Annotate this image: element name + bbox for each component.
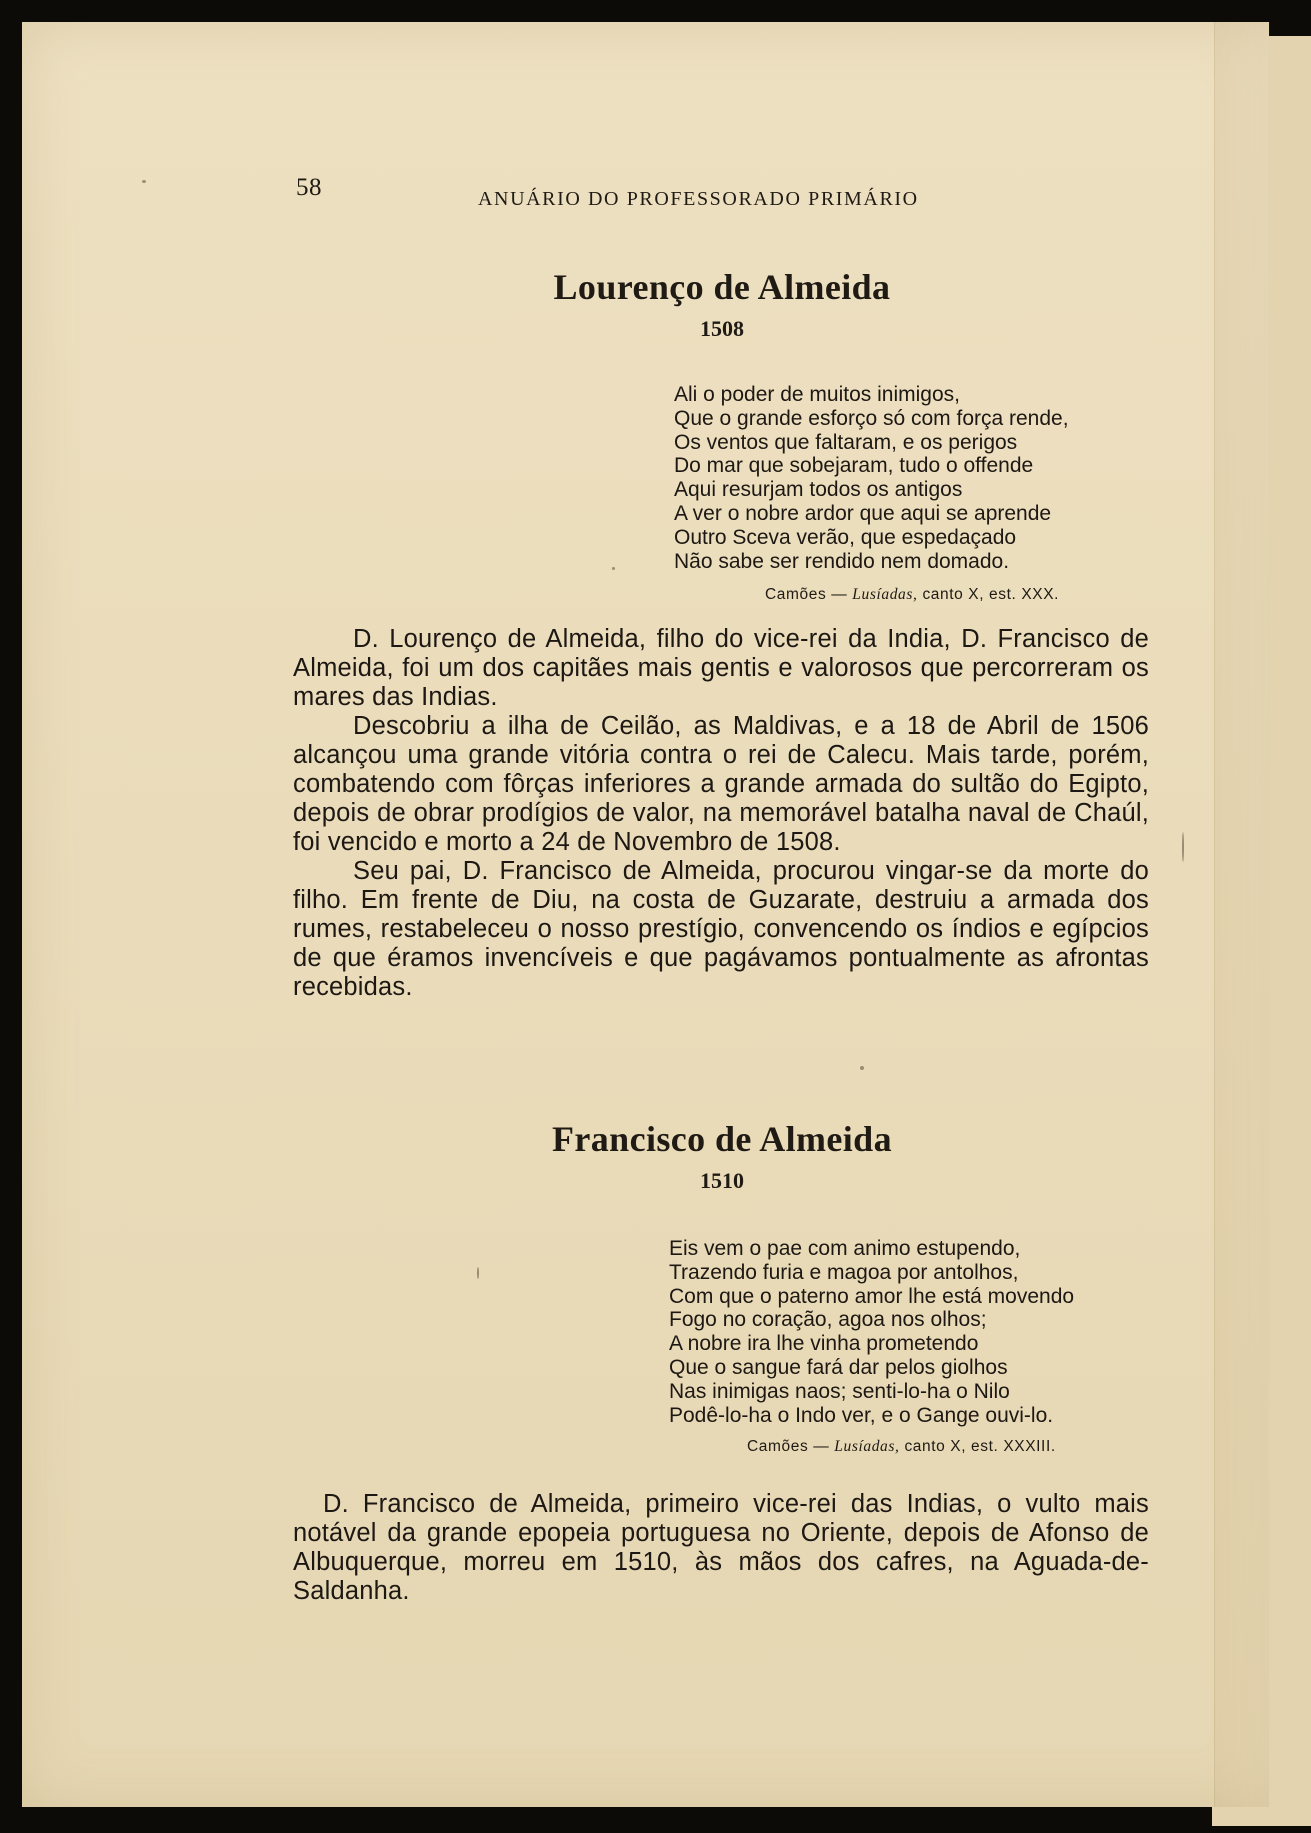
running-title: ANUÁRIO DO PROFESSORADO PRIMÁRIO (478, 188, 919, 210)
attribution-reference: canto X, est. XXX. (922, 586, 1060, 603)
paragraph: Seu pai, D. Francisco de Almeida, procurou vingar-se da morte do filho. Em frente de Diu, na costa de Guzarate, destruiu a armada dos rumes, restabeleceu o nosso prestígio, convencendo os índios e egípcios de que éramos invencíveis e que pagávamos pontualmente as afrontas recebidas. (293, 857, 1149, 1001)
poem-line: A ver o nobre ardor que aqui se aprende (674, 501, 1052, 525)
paper-speck (142, 180, 146, 183)
paragraph: Descobriu a ilha de Ceilão, as Maldivas, e a 18 de Abril de 1506 alcançou uma grande vitória contra o rei de Calecu. Mais tarde, porém, combatendo com fôrças inferiores a grande armada do sultão do Egipto, depois de obrar prodígios de valor, na memorável batalha naval de Chaúl, foi vencido e morto a 24 de Novembro de 1508. (293, 712, 1149, 856)
section-year-francisco: 1510 (700, 1168, 744, 1193)
section-title-francisco: Francisco de Almeida (552, 1119, 892, 1159)
attribution-author: Camões — (765, 586, 848, 603)
poem-line: Os ventos que faltaram, e os perigos (674, 430, 1018, 454)
poem-line: Que o grande esforço só com força rende, (674, 406, 1069, 430)
section-title-lourenco: Lourenço de Almeida (553, 267, 891, 307)
poem-stanza-lourenco (674, 383, 1069, 573)
poem-line: Do mar que sobejaram, tudo o offende (674, 454, 1034, 478)
attribution-work: Lusíadas, (834, 1438, 900, 1455)
poem-line: Nas inimigas naos; senti-lo-ha o Nilo (669, 1379, 1010, 1403)
poem-attribution-francisco (747, 1438, 1056, 1456)
paper-speck (1182, 832, 1184, 862)
paragraph: D. Francisco de Almeida, primeiro vice-rei das Indias, o vulto mais notável da grande epopeia portuguesa no Oriente, depois de Afonso de Albuquerque, morreu em 1510, às mãos dos cafres, na Aguada-de-Saldanha. (293, 1490, 1149, 1605)
attribution-reference: canto X, est. XXXIII. (904, 1438, 1056, 1455)
body-text-francisco (293, 1490, 1149, 1606)
poem-line: Podê-lo-ha o Indo ver, e o Gange ouvi-lo. (669, 1403, 1054, 1427)
paper-speck (860, 1066, 864, 1070)
poem-line: A nobre ira lhe vinha prometendo (669, 1332, 979, 1356)
paper-speck (612, 567, 615, 570)
poem-line: Ali o poder de muitos inimigos, (674, 383, 960, 406)
poem-line: Aqui resurjam todos os antigos (674, 478, 963, 502)
poem-line: Outro Sceva verão, que espedaçado (674, 525, 1017, 549)
attribution-author: Camões — (747, 1438, 830, 1455)
page-number: 58 (296, 174, 322, 201)
section-year-lourenco: 1508 (700, 316, 744, 341)
paragraph: D. Lourenço de Almeida, filho do vice-rei da India, D. Francisco de Almeida, foi um dos capitães mais gentis e valorosos que percorreram os mares das Indias. (293, 625, 1149, 711)
body-text-lourenco (293, 625, 1149, 1002)
poem-line: Fogo no coração, agoa nos olhos; (669, 1308, 987, 1332)
poem-line: Não sabe ser rendido nem domado. (674, 549, 1010, 573)
poem-line: Que o sangue fará dar pelos giolhos (669, 1355, 1008, 1379)
poem-line: Eis vem o pae com animo estupendo, (669, 1237, 1021, 1260)
book-page (22, 22, 1269, 1807)
poem-attribution-lourenco (765, 586, 1059, 604)
attribution-work: Lusíadas, (852, 586, 918, 603)
paper-speck (477, 1267, 479, 1279)
poem-line: Com que o paterno amor lhe está movendo (669, 1284, 1075, 1308)
poem-stanza-francisco (669, 1237, 1074, 1427)
poem-line: Trazendo furia e magoa por antolhos, (669, 1260, 1019, 1284)
